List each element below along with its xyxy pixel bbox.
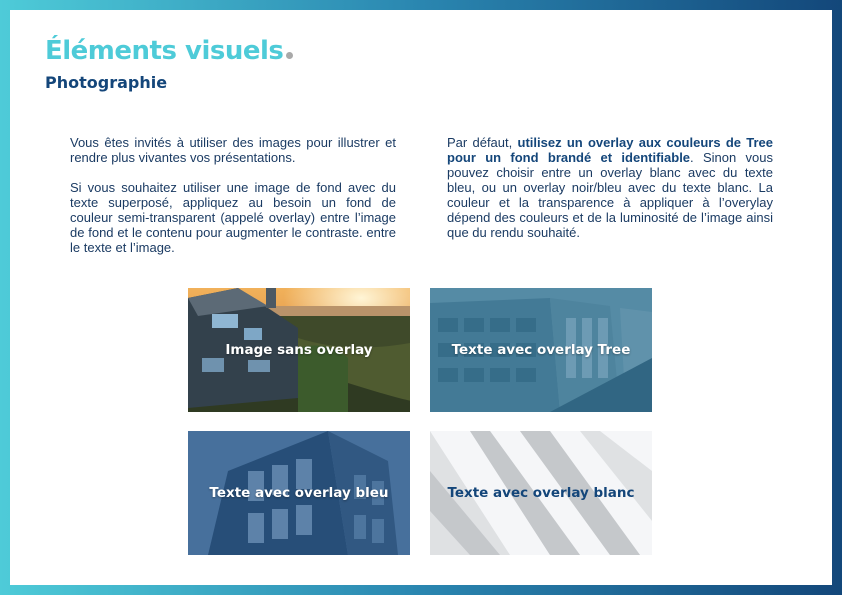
tile-label: Texte avec overlay bleu	[209, 485, 389, 501]
overlay-explanation-paragraph: Si vous souhaitez utiliser une image de fond avec du texte superposé, appliquez au besoin un fond de couleur semi-transparent (appelé overlay) entre l’image de fond et le contenu pour augmenter le contraste. entre le texte et l’image.	[70, 180, 396, 255]
page-subtitle: Photographie	[45, 73, 168, 92]
intro-paragraph: Vous êtes invités à utiliser des images pour illustrer et rendre plus vivantes vos présentations.	[70, 135, 396, 165]
tile-label: Image sans overlay	[225, 342, 373, 358]
example-image-blue-overlay	[188, 431, 410, 555]
page-title: Éléments visuels	[45, 36, 293, 66]
tile-label: Texte avec overlay blanc	[447, 485, 635, 501]
tile-label: Texte avec overlay Tree	[451, 342, 631, 358]
title-dot	[286, 52, 293, 59]
left-text-column	[70, 135, 396, 270]
example-image-no-overlay	[188, 288, 410, 412]
default-overlay-paragraph: Par défaut, utilisez un overlay aux couleurs de Tree pour un fond brandé et identifiable. Sinon vous pouvez choisir entre un overlay blanc avec du texte bleu, ou un overlay noir/bleu avec du texte blanc. La couleur et la transparence à appliquer à l’overylay dépend des couleurs et de la luminosité de l’image ainsi que du rendu souhaité.	[447, 135, 774, 240]
example-image-tree-overlay	[430, 288, 652, 412]
emphasis-text: utilisez un overlay aux couleurs de Tree pour un fond brandé et identifiable	[447, 135, 773, 165]
right-text-column	[447, 135, 773, 255]
example-image-white-overlay	[430, 431, 652, 555]
document-page	[10, 10, 832, 585]
